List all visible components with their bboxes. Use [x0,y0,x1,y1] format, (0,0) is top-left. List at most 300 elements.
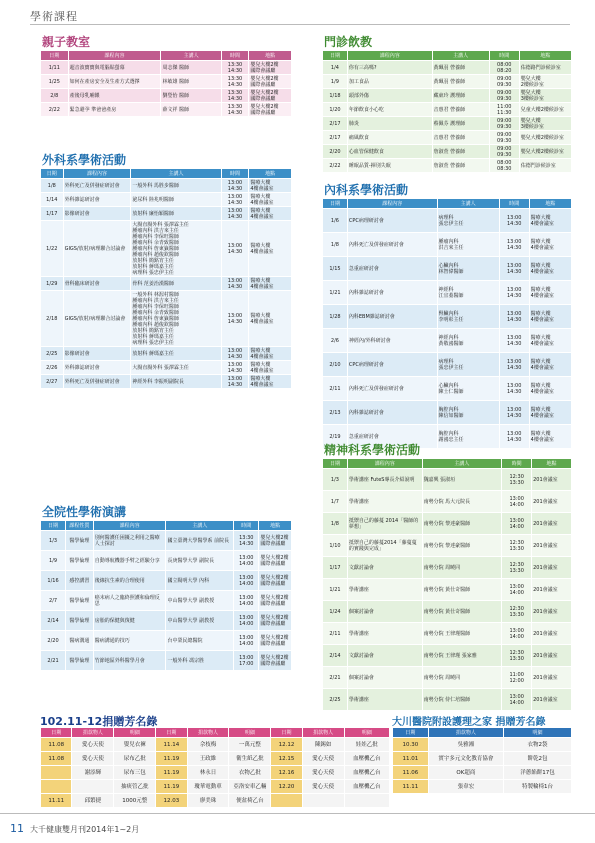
column-header: 捐款物人 [72,728,114,738]
column-header: 地點 [529,199,571,209]
table-row [323,145,572,159]
table-cell: 邱繁捷 [72,794,114,808]
table-cell: 醫學倫理 [66,651,94,671]
column-header: 明細 [344,728,389,738]
table-cell: 放射科 蔣瑪嘉主任 [131,347,221,361]
column-header: 捐款物人 [302,728,344,738]
column-header: 主講人 [166,521,234,531]
column-header: 課程內容 [347,459,422,469]
table-cell: 竹節地區外科醫學月會 [93,651,166,671]
table-row [323,601,572,623]
header-divider [30,24,570,25]
clinic-title: 門診飲教 [324,35,373,49]
table-cell: 南勢分院 馬大元院長 [422,491,502,513]
table-row [41,89,292,103]
hospital-title: 全院性學術演講 [42,505,127,519]
table-cell: 學術講座 FuteS專長介紹說明 [347,469,422,491]
table-row [323,329,572,353]
table-cell: 急重症研討會 [347,425,437,449]
table-cell: 12:30 13:30 [502,601,532,623]
table-cell: 病理科 張忠伊主任 [437,209,499,233]
table-cell: 2/27 [41,375,64,389]
table-cell: 201會議室 [532,491,572,513]
table-row [41,277,292,291]
table-cell: 骨科臨床研討會 [63,277,131,291]
table-header-row [41,169,292,179]
table-row [323,117,572,131]
table-cell [302,794,344,808]
table-row [323,103,572,117]
table-cell: 1/25 [41,75,69,89]
table-cell: 醫學倫理 [66,531,94,551]
table-cell: 13:00 14:00 [502,689,532,711]
table-cell: 抵禦自己的藤蔓 2014「醫師的夢想」 [347,513,422,535]
table-row [41,794,390,808]
table-cell: 內科死亡及併發症研討會 [347,377,437,401]
table-header-row [41,51,292,61]
table-cell: 201會議室 [532,535,572,557]
table-cell: 13:00 14:30 [499,281,529,305]
table-cell: 2/26 [41,361,64,375]
table-row [41,291,292,347]
column-header: 日期 [156,728,187,738]
column-header: 明細 [229,728,271,738]
table-cell: 09:00 09:30 [489,131,519,145]
table-row [323,305,572,329]
table-cell: 1/29 [41,277,64,291]
column-header: 課程內容 [63,169,131,179]
table-cell: 劉瑩怡 醫師 [161,89,221,103]
table-cell: 13:00 14:00 [234,551,259,571]
table-row [393,766,572,780]
table-cell: 嬰兒大樓2樓候診室 [519,145,571,159]
table-row [323,645,572,667]
table-cell: 13:00 14:30 [499,329,529,353]
table-cell: 感控講習 [66,571,94,591]
table-cell: 學術講座 [347,491,422,513]
table-cell: OK超商 [428,766,503,780]
table-cell: 中山醫學大學 副教授 [166,591,234,611]
table-cell: 個案討論會 [347,667,422,689]
table-row [323,623,572,645]
table-cell: 13:00 14:00 [502,513,532,535]
table-cell: 2/20 [323,145,348,159]
table-cell [41,780,72,794]
table-cell: 心血管保健飲食 [347,145,432,159]
table-cell: 2/21 [41,651,66,671]
table-cell: 10.30 [393,738,429,752]
table-cell: 產後母乳哺餵 [68,89,161,103]
table-cell: 1/15 [323,257,348,281]
hospital-table [40,520,292,671]
table-row [323,579,572,601]
table-cell: 肺炎 [347,117,432,131]
table-row [41,75,292,89]
table-cell: 1/17 [41,207,64,221]
table-cell: CPC病理研討會 [347,209,437,233]
table-cell: 2/10 [323,353,348,377]
table-cell: 嬰兒大樓2樓 國際會議廳 [259,631,292,651]
table-cell: 放射科 廉怡穎醫師 [131,207,221,221]
table-cell: 13:00 14:30 [221,291,249,347]
table-cell: 南勢分院 黃仕奇醫師 [422,579,502,601]
table-cell: 1/4 [323,61,348,75]
surgery-title: 外科系學術活動 [42,153,127,167]
table-cell: 南勢分院 周曉同 [422,557,502,579]
table-cell: 神經外科 李振明副院長 [131,375,221,389]
table-row [323,257,572,281]
column-header: 明細 [503,728,571,738]
table-cell: 11.19 [156,766,187,780]
table-cell: 癌末病人之臨終照護和倫理反思 [93,591,166,611]
table-cell: 如何在產房安全及生產方式選擇 [68,75,161,89]
table-header-row [323,459,572,469]
table-cell: 王政維 [187,752,229,766]
table-cell: 201會議室 [532,623,572,645]
table-cell: 娃娃乙批 [344,738,389,752]
table-cell: 內科雜誌研討會 [347,281,437,305]
table-cell: 11.19 [156,780,187,794]
table-cell: 醫學倫理 [66,551,94,571]
table-cell: 13:00 14:30 [499,401,529,425]
table-cell: 病理科 張忠伊主任 [437,353,499,377]
page-number: 11 [10,822,24,835]
column-header: 時間 [221,169,249,179]
table-cell: 特製輪椅1台 [503,780,571,794]
table-cell: 文獻討論會 [347,645,422,667]
table-cell: 林敏雄 醫師 [161,75,221,89]
table-cell: 11.14 [156,738,187,752]
table-cell: 13:00 14:30 [499,257,529,281]
table-row [323,491,572,513]
column-header: 主講人 [131,169,221,179]
table-row [41,780,390,794]
table-cell: 台中榮民總醫院 [166,631,234,651]
table-cell [344,794,389,808]
table-cell: 詹淑萱 營養師 [432,145,489,159]
column-header: 日期 [41,169,64,179]
table-cell: 2/25 [323,689,348,711]
table-cell: 黃珮羽 營養師 [432,61,489,75]
table-cell: 外科雜誌研討會 [63,361,131,375]
table-cell: 醫療大樓 4樓會議室 [529,401,571,425]
table-cell: 11.06 [393,766,429,780]
table-cell: 201會議室 [532,513,572,535]
table-row [323,233,572,257]
table-cell: 13:30 14:30 [221,61,249,75]
column-header: 時間 [234,521,259,531]
table-cell: 醫療大樓 4樓會議室 [249,179,292,193]
table-cell: 魏嘉興 張淑垣 [422,469,502,491]
table-row [41,361,292,375]
table-cell: 瓊華電動車 [187,780,229,794]
table-cell: 201會議室 [532,645,572,667]
table-cell: 2/6 [323,329,348,353]
nursing-donation-table [392,727,572,794]
table-row [323,667,572,689]
table-cell: 11.08 [41,738,72,752]
table-cell: 13:00 14:00 [234,591,259,611]
table-cell: 1/24 [323,601,348,623]
table-cell: 一般外科 馬胜步醫師 [131,179,221,193]
nursing-donation-title: 大川醫院附設護理之家 捐贈芳名錄 [392,717,546,728]
table-cell: 國立陽明大學 內科 [166,571,234,591]
table-cell: 醫療大樓 4樓會議室 [249,361,292,375]
table-row [41,571,292,591]
table-row [323,281,572,305]
table-row [393,752,572,766]
table-cell: 南勢分院 黎達豪醫師 [422,513,502,535]
table-cell: 醫療大樓 4樓會議室 [529,353,571,377]
table-cell: 08:00 08:30 [489,159,519,173]
table-cell: 嬰兒大樓2樓 國際會議廳 [259,591,292,611]
table-cell: 內科EBM雜誌研討會 [347,305,437,329]
table-row [41,752,390,766]
column-header: 課程性質 [66,521,94,531]
table-row [393,780,572,794]
table-cell: 11.08 [41,752,72,766]
table-cell: 嬰兒衣褲 [114,738,156,752]
table-row [41,631,292,651]
table-cell: 13:00 14:30 [499,425,529,449]
table-cell: 11.19 [156,752,187,766]
table-cell: 嬰兒大樓2樓 國際會議廳 [249,61,292,75]
table-cell: 尿布三包 [114,766,156,780]
table-cell: 醫療大樓 4樓會議室 [249,375,292,389]
table-cell: 大腸直腸外科 張澤霖主任 [131,361,221,375]
table-cell: 12.12 [271,738,302,752]
table-cell: 南勢分院 王律瑾 張家雅 [422,645,502,667]
table-cell: 嬰兒大樓2樓 國際會議廳 [259,611,292,631]
table-cell: 2/14 [323,645,348,667]
table-cell: 南勢分院 黃仕奇醫師 [422,601,502,623]
table-cell: 醫療大樓 4樓會議室 [529,425,571,449]
table-cell: 08:00 08:20 [489,61,519,75]
table-cell: 2/22 [323,159,348,173]
table-cell: 201會議室 [532,579,572,601]
table-cell: 1/8 [323,233,348,257]
column-header: 地點 [249,169,292,179]
clinic-table [322,50,572,173]
table-cell: 學術講座 [347,579,422,601]
table-cell: 腫瘤內科 洪吉來主任 [437,233,499,257]
column-header: 日期 [323,51,348,61]
table-cell: 13:00 17:00 [234,651,259,671]
table-cell: 內科雜誌研討會 [347,401,437,425]
table-cell: 醫學倫理 [66,591,94,611]
table-row [323,401,572,425]
column-header: 地點 [519,51,571,61]
table-cell: 醫療大樓 4樓會議室 [529,281,571,305]
column-header: 地點 [532,459,572,469]
table-cell: 一般外科 林渥村醫師 腫瘤內科 洪吉來主任 腫瘤內科 李保旺醫師 腫瘤內科 余青致醫師 腫瘤內科 詹東籤醫師 腫瘤內科 趙俊欽醫師 放射科 簡銘宵主任 放射科 蔣瑪嘉主任 病理科 張忠伊主任 [131,291,221,347]
table-cell: 中山醫學大學 副教授 [166,611,234,631]
table-cell: 緊急避孕 準爸爸產房 [68,103,161,117]
table-cell: 醫療大樓 4樓會議室 [249,207,292,221]
table-cell: 1/7 [323,491,348,513]
table-header-row [323,51,572,61]
table-cell: 12.20 [271,780,302,794]
footer-divider [0,813,595,814]
table-cell: 尿布乙批 [114,752,156,766]
table-cell: 2/18 [41,291,64,347]
table-cell: 13:00 14:00 [502,623,532,645]
table-cell: GIGS/放射/病理聯合討論會 [63,221,131,277]
table-cell: 13:00 14:30 [221,207,249,221]
column-header: 課程內容 [347,51,432,61]
table-cell: GIGS/放射/病理聯合討論會 [63,291,131,347]
table-cell: 學術講座 [347,623,422,645]
table-cell: 09:00 09:30 [489,117,519,131]
table-cell: 血壓機乙台 [344,780,389,794]
table-cell: 醫學倫理 [66,611,94,631]
table-cell: 愛心天使 [72,738,114,752]
table-cell: 2/11 [323,623,348,645]
table-cell: 個案討論會 [347,601,422,623]
table-row [41,103,292,117]
table-cell: 09:00 09:30 [489,75,519,89]
table-cell: 1/6 [323,209,348,233]
table-cell: 12.03 [156,794,187,808]
table-cell: 醫療大樓 4樓會議室 [249,221,292,277]
table-header-row [323,199,572,209]
table-cell: 內科死亡及併發症研討會 [347,233,437,257]
table-cell: 13:00 14:30 [499,233,529,257]
table-cell: 音惠君 營養師 [432,131,489,145]
table-cell: 11.01 [393,752,429,766]
table-cell: 1/8 [41,179,64,193]
table-cell: 嬰兒大樓2樓 國際會議廳 [259,651,292,671]
table-cell: 一萬元整 [229,738,271,752]
table-cell: 你有三高嗎? [347,61,432,75]
table-cell: 13:00 14:30 [221,221,249,277]
table-cell: 13:00 14:00 [234,631,259,651]
table-cell: 文獻討論會 [347,557,422,579]
table-cell: 餅乾2包 [503,752,571,766]
table-cell: 13:00 14:00 [502,491,532,513]
table-cell: 自動導航機器手臂之經驗分享 [93,551,166,571]
table-row [323,377,572,401]
footer-text: 大千健康雙月刊2014年1~2月 [30,825,140,834]
table-cell: 陳錫如 [302,738,344,752]
table-row [323,469,572,491]
table-cell: 1/21 [323,281,348,305]
table-cell: 12:30 13:30 [502,469,532,491]
table-cell: 13:00 14:30 [499,377,529,401]
table-row [393,738,572,752]
table-cell: 1/9 [323,75,348,89]
table-cell: 醫療大樓 4樓會議室 [249,291,292,347]
table-cell: 心臟內科 林智偉醫師 [437,257,499,281]
table-cell: 1000元整 [114,794,156,808]
table-cell: 嬰兒大樓2樓 國際會議廳 [259,551,292,571]
table-row [41,766,390,780]
table-cell: 1/9 [41,551,66,571]
table-cell: 年節飲食小心吃 [347,103,432,117]
table-cell: 13:00 14:30 [499,209,529,233]
table-cell: 醫療大樓 4樓會議室 [529,377,571,401]
table-row [41,551,292,571]
psych-section [322,442,572,711]
column-header: 課程內容 [347,199,437,209]
table-cell: 醫療大樓 4樓會議室 [529,233,571,257]
table-cell: 2/25 [41,347,64,361]
table-cell: 1/14 [41,193,64,207]
medicine-table [322,198,572,449]
surgery-table [40,168,292,389]
parent-title: 親子教室 [42,35,91,49]
table-row [41,738,390,752]
table-cell: 13:00 14:30 [221,361,249,375]
table-row [41,651,292,671]
column-header: 時間 [499,199,529,209]
table-row [41,193,292,207]
column-header: 時間 [489,51,519,61]
table-cell: 泌尿科 陸兆明醫師 [131,193,221,207]
table-cell: 抽痰管乙批 [114,780,156,794]
table-cell: 別何醫護任困擾之利用之醫療人士探討 [93,531,166,551]
column-header: 日期 [41,728,72,738]
table-cell: 1/21 [323,579,348,601]
donation-section [40,713,390,808]
table-cell: 11.11 [393,780,429,794]
table-cell: 13:30 14:30 [234,531,259,551]
table-cell: 1/20 [323,103,348,117]
table-cell: 一般外科 馮宗胜 [166,651,234,671]
column-header: 捐款物人 [428,728,503,738]
table-cell: 國立臺灣大學醫學系 前院長 [166,531,234,551]
table-cell [72,780,114,794]
table-cell: 林永日 [187,766,229,780]
table-cell: 09:00 09:30 [489,89,519,103]
table-cell: 嬰兒大樓2樓 國際會議廳 [249,89,292,103]
table-cell: 2/22 [41,103,69,117]
column-header: 主講人 [432,51,489,61]
table-cell: 音惠君 營養師 [432,103,489,117]
table-cell: 影像研討會 [63,347,131,361]
table-cell: 胸腔內科 陳信如醫師 [437,401,499,425]
table-cell: 愛心天使 [72,752,114,766]
table-cell: 11.11 [41,794,72,808]
table-cell [271,794,302,808]
nursing-donation-section [392,713,572,794]
table-cell: 1/18 [323,89,348,103]
table-cell: 13:00 14:00 [234,571,259,591]
table-row [41,591,292,611]
table-cell: 佑德門診候診室 [519,159,571,173]
table-row [41,207,292,221]
table-row [323,209,572,233]
table-cell: 神經科 江宜蓁醫師 [437,281,499,305]
table-row [323,689,572,711]
table-cell: 加工食品 [347,75,432,89]
table-cell: 201會議室 [532,667,572,689]
table-cell: 骨科 范姜治漢醫師 [131,277,221,291]
donation-table [40,727,390,808]
table-cell: 嬰兒大樓 3樓候診室 [519,117,571,131]
table-cell: 詹淑萱 營養師 [432,159,489,173]
table-cell: 12.16 [271,766,302,780]
table-cell: 13:00 14:30 [221,347,249,361]
table-header-row [41,521,292,531]
table-cell: 醫療大樓 4樓會議室 [529,209,571,233]
table-cell: 1/3 [41,531,66,551]
clinic-section [322,34,572,173]
parent-table [40,50,292,117]
table-cell: 12.15 [271,752,302,766]
table-cell: 藏東玲 護理師 [432,89,489,103]
table-row [323,61,572,75]
